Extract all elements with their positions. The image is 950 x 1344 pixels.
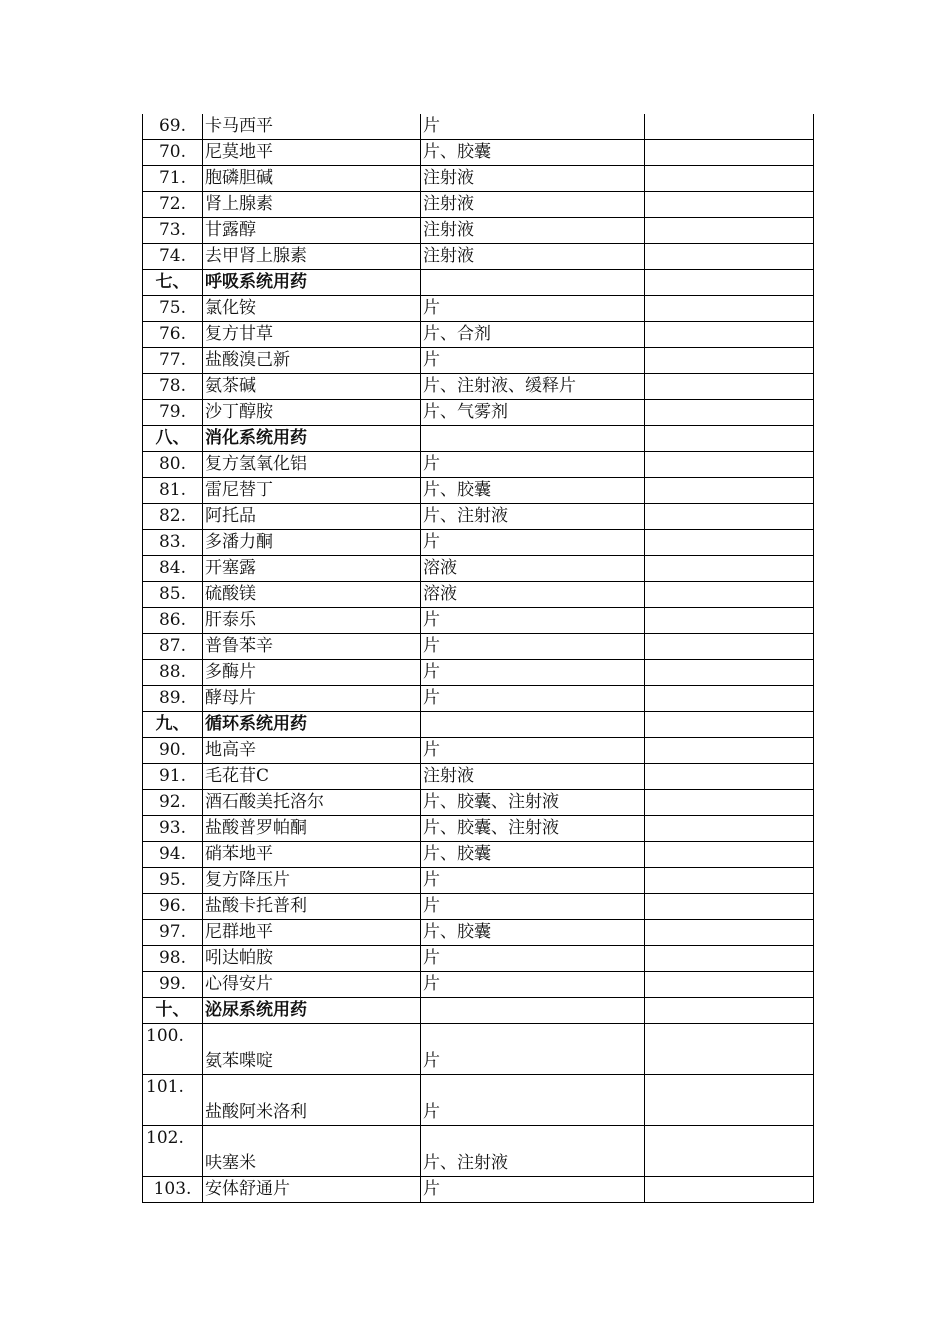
drug-name: 雷尼替丁 bbox=[203, 478, 421, 504]
table-row bbox=[143, 946, 814, 972]
row-number: 71. bbox=[143, 166, 203, 192]
drug-name: 酒石酸美托洛尔 bbox=[203, 790, 421, 816]
note-cell bbox=[645, 400, 814, 426]
table-row bbox=[143, 894, 814, 920]
dosage-form: 片 bbox=[421, 946, 645, 972]
note-cell bbox=[645, 998, 814, 1024]
note-cell bbox=[645, 660, 814, 686]
note-cell bbox=[645, 218, 814, 244]
dosage-form bbox=[421, 712, 645, 738]
table-row bbox=[143, 868, 814, 894]
note-cell bbox=[645, 816, 814, 842]
table-row bbox=[143, 608, 814, 634]
row-number: 93. bbox=[143, 816, 203, 842]
dosage-form: 注射液 bbox=[421, 192, 645, 218]
drug-name: 氯化铵 bbox=[203, 296, 421, 322]
drug-name: 阿托品 bbox=[203, 504, 421, 530]
drug-name: 甘露醇 bbox=[203, 218, 421, 244]
dosage-form: 片 bbox=[421, 972, 645, 998]
row-number: 85. bbox=[143, 582, 203, 608]
note-cell bbox=[645, 1024, 814, 1075]
note-cell bbox=[645, 738, 814, 764]
row-number: 92. bbox=[143, 790, 203, 816]
dosage-form: 片 bbox=[421, 348, 645, 374]
note-cell bbox=[645, 504, 814, 530]
drug-name: 盐酸普罗帕酮 bbox=[203, 816, 421, 842]
table-row bbox=[143, 452, 814, 478]
row-number: 90. bbox=[143, 738, 203, 764]
drug-list-table bbox=[142, 114, 814, 1203]
row-number: 94. bbox=[143, 842, 203, 868]
row-number: 十、 bbox=[143, 998, 203, 1024]
row-number: 103. bbox=[143, 1177, 203, 1203]
drug-name: 呋塞米 bbox=[203, 1126, 421, 1177]
table-row bbox=[143, 140, 814, 166]
drug-name: 沙丁醇胺 bbox=[203, 400, 421, 426]
section-row bbox=[143, 712, 814, 738]
dosage-form: 片 bbox=[421, 1177, 645, 1203]
note-cell bbox=[645, 296, 814, 322]
drug-name: 安体舒通片 bbox=[203, 1177, 421, 1203]
note-cell bbox=[645, 140, 814, 166]
row-number: 97. bbox=[143, 920, 203, 946]
row-number: 102. bbox=[143, 1126, 203, 1177]
row-number: 84. bbox=[143, 556, 203, 582]
dosage-form: 片、注射液、缓释片 bbox=[421, 374, 645, 400]
table-row bbox=[143, 1126, 814, 1177]
dosage-form: 片 bbox=[421, 686, 645, 712]
table-row bbox=[143, 244, 814, 270]
dosage-form: 片 bbox=[421, 296, 645, 322]
dosage-form: 片 bbox=[421, 738, 645, 764]
table-row bbox=[143, 582, 814, 608]
note-cell bbox=[645, 452, 814, 478]
dosage-form: 片 bbox=[421, 114, 645, 140]
drug-name: 循环系统用药 bbox=[203, 712, 421, 738]
row-number: 101. bbox=[143, 1075, 203, 1126]
table-row bbox=[143, 1075, 814, 1126]
note-cell bbox=[645, 1177, 814, 1203]
dosage-form bbox=[421, 270, 645, 296]
row-number: 81. bbox=[143, 478, 203, 504]
drug-name: 复方氢氧化铝 bbox=[203, 452, 421, 478]
drug-name: 复方甘草 bbox=[203, 322, 421, 348]
note-cell bbox=[645, 192, 814, 218]
drug-name: 普鲁苯辛 bbox=[203, 634, 421, 660]
table-row bbox=[143, 166, 814, 192]
row-number: 91. bbox=[143, 764, 203, 790]
table-row bbox=[143, 1024, 814, 1075]
drug-name: 氨茶碱 bbox=[203, 374, 421, 400]
drug-name: 盐酸卡托普利 bbox=[203, 894, 421, 920]
note-cell bbox=[645, 244, 814, 270]
note-cell bbox=[645, 270, 814, 296]
table-row bbox=[143, 504, 814, 530]
row-number: 82. bbox=[143, 504, 203, 530]
drug-name: 肾上腺素 bbox=[203, 192, 421, 218]
drug-name: 多潘力酮 bbox=[203, 530, 421, 556]
row-number: 70. bbox=[143, 140, 203, 166]
table-row bbox=[143, 348, 814, 374]
drug-name: 消化系统用药 bbox=[203, 426, 421, 452]
dosage-form: 片、胶囊、注射液 bbox=[421, 816, 645, 842]
table-row bbox=[143, 1177, 814, 1203]
table-row bbox=[143, 322, 814, 348]
row-number: 100. bbox=[143, 1024, 203, 1075]
note-cell bbox=[645, 582, 814, 608]
table-row bbox=[143, 296, 814, 322]
row-number: 76. bbox=[143, 322, 203, 348]
row-number: 95. bbox=[143, 868, 203, 894]
table-row bbox=[143, 478, 814, 504]
dosage-form: 注射液 bbox=[421, 244, 645, 270]
table-row bbox=[143, 842, 814, 868]
dosage-form: 片、注射液 bbox=[421, 1126, 645, 1177]
row-number: 86. bbox=[143, 608, 203, 634]
row-number: 99. bbox=[143, 972, 203, 998]
dosage-form bbox=[421, 426, 645, 452]
row-number: 九、 bbox=[143, 712, 203, 738]
drug-name: 卡马西平 bbox=[203, 114, 421, 140]
dosage-form: 片、胶囊、注射液 bbox=[421, 790, 645, 816]
row-number: 77. bbox=[143, 348, 203, 374]
note-cell bbox=[645, 764, 814, 790]
drug-name: 开塞露 bbox=[203, 556, 421, 582]
note-cell bbox=[645, 322, 814, 348]
note-cell bbox=[645, 114, 814, 140]
table-row bbox=[143, 374, 814, 400]
row-number: 七、 bbox=[143, 270, 203, 296]
note-cell bbox=[645, 166, 814, 192]
row-number: 74. bbox=[143, 244, 203, 270]
drug-name: 复方降压片 bbox=[203, 868, 421, 894]
note-cell bbox=[645, 556, 814, 582]
dosage-form: 注射液 bbox=[421, 166, 645, 192]
dosage-form: 片 bbox=[421, 452, 645, 478]
note-cell bbox=[645, 686, 814, 712]
table-row bbox=[143, 686, 814, 712]
row-number: 78. bbox=[143, 374, 203, 400]
note-cell bbox=[645, 1075, 814, 1126]
drug-name: 去甲肾上腺素 bbox=[203, 244, 421, 270]
dosage-form: 片、注射液 bbox=[421, 504, 645, 530]
table-row bbox=[143, 790, 814, 816]
drug-name: 氨苯喋啶 bbox=[203, 1024, 421, 1075]
drug-name: 盐酸阿米洛利 bbox=[203, 1075, 421, 1126]
note-cell bbox=[645, 894, 814, 920]
drug-name: 多酶片 bbox=[203, 660, 421, 686]
row-number: 83. bbox=[143, 530, 203, 556]
note-cell bbox=[645, 608, 814, 634]
table-row bbox=[143, 114, 814, 140]
row-number: 72. bbox=[143, 192, 203, 218]
row-number: 89. bbox=[143, 686, 203, 712]
note-cell bbox=[645, 868, 814, 894]
note-cell bbox=[645, 530, 814, 556]
dosage-form: 片 bbox=[421, 1075, 645, 1126]
row-number: 98. bbox=[143, 946, 203, 972]
dosage-form: 片、胶囊 bbox=[421, 140, 645, 166]
dosage-form: 片、胶囊 bbox=[421, 842, 645, 868]
note-cell bbox=[645, 1126, 814, 1177]
table-row bbox=[143, 738, 814, 764]
row-number: 79. bbox=[143, 400, 203, 426]
drug-name: 吲达帕胺 bbox=[203, 946, 421, 972]
row-number: 75. bbox=[143, 296, 203, 322]
note-cell bbox=[645, 920, 814, 946]
table-row bbox=[143, 920, 814, 946]
drug-name: 尼群地平 bbox=[203, 920, 421, 946]
drug-name: 毛花苷C bbox=[203, 764, 421, 790]
dosage-form: 片、胶囊 bbox=[421, 478, 645, 504]
drug-name: 胞磷胆碱 bbox=[203, 166, 421, 192]
row-number: 88. bbox=[143, 660, 203, 686]
drug-name: 酵母片 bbox=[203, 686, 421, 712]
drug-list-body bbox=[143, 114, 814, 1203]
row-number: 80. bbox=[143, 452, 203, 478]
table-row bbox=[143, 192, 814, 218]
section-row bbox=[143, 270, 814, 296]
row-number: 69. bbox=[143, 114, 203, 140]
dosage-form: 片 bbox=[421, 634, 645, 660]
dosage-form: 注射液 bbox=[421, 764, 645, 790]
drug-name: 呼吸系统用药 bbox=[203, 270, 421, 296]
note-cell bbox=[645, 426, 814, 452]
table-row bbox=[143, 556, 814, 582]
dosage-form: 片、胶囊 bbox=[421, 920, 645, 946]
dosage-form: 片 bbox=[421, 660, 645, 686]
drug-name: 硫酸镁 bbox=[203, 582, 421, 608]
drug-name: 盐酸溴己新 bbox=[203, 348, 421, 374]
drug-name: 肝泰乐 bbox=[203, 608, 421, 634]
section-row bbox=[143, 426, 814, 452]
dosage-form: 片 bbox=[421, 608, 645, 634]
drug-name: 地高辛 bbox=[203, 738, 421, 764]
row-number: 73. bbox=[143, 218, 203, 244]
drug-name: 泌尿系统用药 bbox=[203, 998, 421, 1024]
note-cell bbox=[645, 790, 814, 816]
note-cell bbox=[645, 374, 814, 400]
note-cell bbox=[645, 478, 814, 504]
note-cell bbox=[645, 634, 814, 660]
row-number: 96. bbox=[143, 894, 203, 920]
dosage-form: 片、气雾剂 bbox=[421, 400, 645, 426]
table-row bbox=[143, 816, 814, 842]
dosage-form: 溶液 bbox=[421, 556, 645, 582]
section-row bbox=[143, 998, 814, 1024]
note-cell bbox=[645, 842, 814, 868]
dosage-form: 片 bbox=[421, 530, 645, 556]
drug-name: 尼莫地平 bbox=[203, 140, 421, 166]
dosage-form: 溶液 bbox=[421, 582, 645, 608]
note-cell bbox=[645, 348, 814, 374]
dosage-form: 片、合剂 bbox=[421, 322, 645, 348]
row-number: 87. bbox=[143, 634, 203, 660]
dosage-form: 片 bbox=[421, 1024, 645, 1075]
table-row bbox=[143, 660, 814, 686]
table-row bbox=[143, 972, 814, 998]
table-row bbox=[143, 634, 814, 660]
note-cell bbox=[645, 712, 814, 738]
drug-name: 心得安片 bbox=[203, 972, 421, 998]
dosage-form: 片 bbox=[421, 868, 645, 894]
row-number: 八、 bbox=[143, 426, 203, 452]
table-row bbox=[143, 764, 814, 790]
dosage-form: 注射液 bbox=[421, 218, 645, 244]
table-row bbox=[143, 530, 814, 556]
dosage-form bbox=[421, 998, 645, 1024]
drug-name: 硝苯地平 bbox=[203, 842, 421, 868]
note-cell bbox=[645, 972, 814, 998]
dosage-form: 片 bbox=[421, 894, 645, 920]
table-row bbox=[143, 218, 814, 244]
table-row bbox=[143, 400, 814, 426]
note-cell bbox=[645, 946, 814, 972]
